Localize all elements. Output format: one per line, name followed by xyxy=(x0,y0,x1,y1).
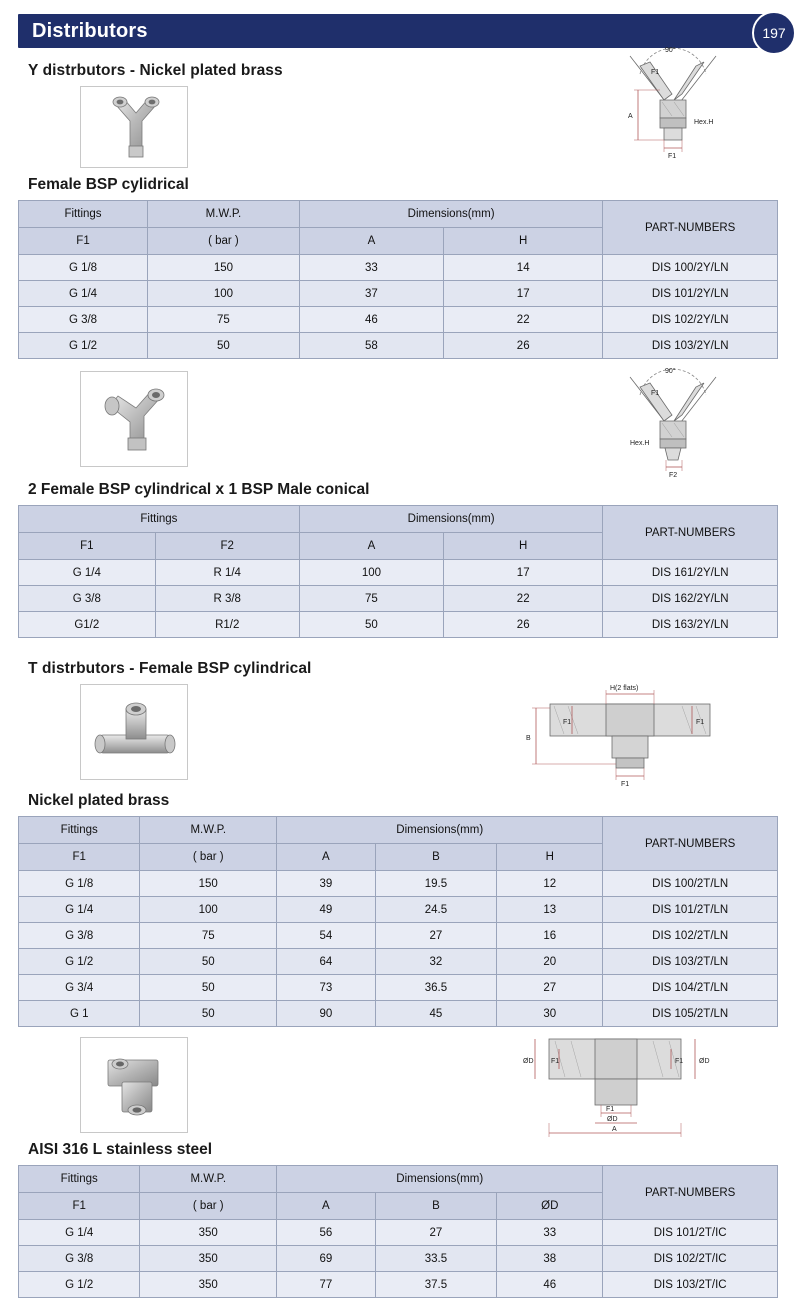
cell-part: DIS 163/2Y/LN xyxy=(603,612,778,638)
subheading-2female-1male: 2 Female BSP cylindrical x 1 BSP Male conical xyxy=(28,481,370,498)
th-bar: ( bar ) xyxy=(140,1193,277,1220)
cell-f2: R 3/8 xyxy=(155,586,299,612)
y-female-drawing-svg xyxy=(568,44,778,169)
t-drawing-svg xyxy=(510,678,760,788)
table-row xyxy=(19,307,778,333)
cell-h: 12 xyxy=(497,871,603,897)
th-dim-a: A xyxy=(299,533,443,560)
cell-mwp: 350 xyxy=(140,1246,277,1272)
page-title: Distributors xyxy=(32,19,148,42)
cell-part: DIS 101/2Y/LN xyxy=(603,281,778,307)
table-t-stainless xyxy=(18,1165,778,1298)
cell-part: DIS 102/2T/IC xyxy=(603,1246,778,1272)
table-y-mixed xyxy=(18,505,778,638)
cell-a: 77 xyxy=(277,1272,376,1298)
drawing-label-f1-bottom: F1 xyxy=(606,1106,615,1113)
cell-part: DIS 102/2Y/LN xyxy=(603,307,778,333)
cell-part: DIS 101/2T/IC xyxy=(603,1220,778,1246)
cell-a: 75 xyxy=(299,586,443,612)
cell-a: 37 xyxy=(299,281,443,307)
drawing-label-a: A xyxy=(612,1126,617,1133)
y-mixed-photo-svg xyxy=(86,376,182,462)
table-t-nickel xyxy=(18,816,778,1027)
cell-f1: G 1/4 xyxy=(19,560,156,586)
table-row xyxy=(19,560,778,586)
cell-f1: G 1/2 xyxy=(19,333,148,359)
drawing-label-f1-bottom: F1 xyxy=(621,781,630,788)
drawing-label-f1-top: F1 xyxy=(651,69,660,76)
product-photo-y-distributor xyxy=(80,86,188,168)
th-dim-a: A xyxy=(299,228,443,255)
drawing-label-f2: F2 xyxy=(669,472,678,479)
page-header xyxy=(18,14,782,48)
drawing-label-od-right: ØD xyxy=(699,1058,710,1065)
cell-od: 38 xyxy=(497,1246,603,1272)
subheading-nickel-plated-brass: Nickel plated brass xyxy=(28,792,170,809)
cell-h: 26 xyxy=(444,612,603,638)
cell-b: 32 xyxy=(375,949,496,975)
cell-f2: R1/2 xyxy=(155,612,299,638)
drawing-label-hex-h: Hex.H xyxy=(630,440,650,447)
th-dim-h: H xyxy=(444,533,603,560)
technical-drawing-y-female xyxy=(568,44,778,174)
cell-b: 27 xyxy=(375,1220,496,1246)
cell-f1: G 1/8 xyxy=(19,255,148,281)
th-f1: F1 xyxy=(19,1193,140,1220)
drawing-label-angle: 90° xyxy=(665,368,676,375)
cell-mwp: 100 xyxy=(140,897,277,923)
cell-a: 46 xyxy=(299,307,443,333)
technical-drawing-y-mixed xyxy=(568,361,778,486)
cell-part: DIS 161/2Y/LN xyxy=(603,560,778,586)
cell-a: 49 xyxy=(277,897,376,923)
table-row xyxy=(19,1272,778,1298)
cell-f2: R 1/4 xyxy=(155,560,299,586)
table-row xyxy=(19,975,778,1001)
table-body-y-mixed xyxy=(19,560,778,638)
th-dim-a: A xyxy=(277,844,376,871)
cell-od: 33 xyxy=(497,1220,603,1246)
cell-part: DIS 104/2T/LN xyxy=(603,975,778,1001)
y-fitting-photo-svg xyxy=(86,91,182,163)
cell-a: 54 xyxy=(277,923,376,949)
cell-mwp: 350 xyxy=(140,1272,277,1298)
drawing-label-a: A xyxy=(628,113,633,120)
cell-a: 50 xyxy=(299,612,443,638)
cell-od: 46 xyxy=(497,1272,603,1298)
catalog-page xyxy=(0,14,800,1291)
cell-mwp: 75 xyxy=(140,923,277,949)
cell-h: 20 xyxy=(497,949,603,975)
th-fittings: Fittings xyxy=(19,1166,140,1193)
th-mwp: M.W.P. xyxy=(148,201,300,228)
cell-part: DIS 103/2T/LN xyxy=(603,949,778,975)
cell-b: 27 xyxy=(375,923,496,949)
cell-a: 56 xyxy=(277,1220,376,1246)
cell-mwp: 150 xyxy=(148,255,300,281)
cell-mwp: 150 xyxy=(140,871,277,897)
th-bar: ( bar ) xyxy=(140,844,277,871)
product-photo-t-stainless xyxy=(80,1037,188,1133)
cell-part: DIS 100/2T/LN xyxy=(603,871,778,897)
drawing-label-f1-left: F1 xyxy=(563,719,572,726)
cell-b: 24.5 xyxy=(375,897,496,923)
table-body-t-stainless xyxy=(19,1220,778,1298)
drawing-label-f1-right: F1 xyxy=(696,719,705,726)
cell-f1: G 1/2 xyxy=(19,949,140,975)
cell-mwp: 50 xyxy=(140,1001,277,1027)
cell-f1: G 3/8 xyxy=(19,1246,140,1272)
th-bar: ( bar ) xyxy=(148,228,300,255)
t-stainless-drawing-svg xyxy=(515,1019,715,1139)
table-y-female-bsp xyxy=(18,200,778,359)
technical-drawing-t-nickel xyxy=(510,678,760,793)
cell-a: 58 xyxy=(299,333,443,359)
product-row-t-stainless xyxy=(0,1037,800,1133)
th-f1: F1 xyxy=(19,844,140,871)
cell-h: 16 xyxy=(497,923,603,949)
th-dim-b: B xyxy=(375,1193,496,1220)
cell-h: 26 xyxy=(444,333,603,359)
cell-mwp: 50 xyxy=(140,949,277,975)
drawing-label-f1: F1 xyxy=(651,390,660,397)
th-f1: F1 xyxy=(19,228,148,255)
th-dimensions: Dimensions(mm) xyxy=(277,817,603,844)
subheading-aisi-316l: AISI 316 L stainless steel xyxy=(28,1141,213,1158)
cell-b: 37.5 xyxy=(375,1272,496,1298)
drawing-label-h-flats: H(2 flats) xyxy=(610,685,639,692)
th-part-numbers: PART-NUMBERS xyxy=(603,201,778,255)
cell-f1: G 1/8 xyxy=(19,871,140,897)
th-dim-od: ØD xyxy=(497,1193,603,1220)
cell-part: DIS 100/2Y/LN xyxy=(603,255,778,281)
drawing-label-f1-left: F1 xyxy=(551,1058,560,1065)
product-photo-y-mixed xyxy=(80,371,188,467)
drawing-label-f1-bottom: F1 xyxy=(668,153,677,160)
t-stainless-photo-svg xyxy=(84,1042,184,1128)
drawing-label-od-bottom: ØD xyxy=(607,1116,618,1123)
drawing-label-od-left: ØD xyxy=(523,1058,534,1065)
cell-a: 69 xyxy=(277,1246,376,1272)
cell-mwp: 350 xyxy=(140,1220,277,1246)
drawing-label-hex-h: Hex.H xyxy=(694,119,714,126)
t-fitting-photo-svg xyxy=(84,689,184,775)
table-row xyxy=(19,255,778,281)
drawing-label-b: B xyxy=(526,735,531,742)
cell-f1: G 1 xyxy=(19,1001,140,1027)
cell-f1: G1/2 xyxy=(19,612,156,638)
technical-drawing-t-stainless xyxy=(515,1019,715,1144)
cell-a: 64 xyxy=(277,949,376,975)
th-dimensions: Dimensions(mm) xyxy=(299,506,603,533)
th-dim-b: B xyxy=(375,844,496,871)
product-photo-t-distributor xyxy=(80,684,188,780)
th-dim-h: H xyxy=(444,228,603,255)
cell-h: 30 xyxy=(497,1001,603,1027)
th-mwp: M.W.P. xyxy=(140,817,277,844)
cell-part: DIS 101/2T/LN xyxy=(603,897,778,923)
th-f1: F1 xyxy=(19,533,156,560)
cell-a: 73 xyxy=(277,975,376,1001)
th-part-numbers: PART-NUMBERS xyxy=(603,1166,778,1220)
cell-f1: G 3/8 xyxy=(19,586,156,612)
cell-a: 39 xyxy=(277,871,376,897)
product-row-t-nickel xyxy=(0,684,800,788)
table-body-y-female xyxy=(19,255,778,359)
th-dimensions: Dimensions(mm) xyxy=(277,1166,603,1193)
cell-f1: G 1/4 xyxy=(19,281,148,307)
cell-h: 17 xyxy=(444,281,603,307)
cell-part: DIS 162/2Y/LN xyxy=(603,586,778,612)
page-number-badge: 197 xyxy=(752,11,796,55)
cell-h: 17 xyxy=(444,560,603,586)
cell-f1: G 3/8 xyxy=(19,923,140,949)
cell-f1: G 1/4 xyxy=(19,897,140,923)
th-dimensions: Dimensions(mm) xyxy=(299,201,603,228)
table-row xyxy=(19,1246,778,1272)
table-row xyxy=(19,871,778,897)
th-dim-a: A xyxy=(277,1193,376,1220)
cell-h: 22 xyxy=(444,307,603,333)
th-fittings: Fittings xyxy=(19,506,300,533)
table-row xyxy=(19,897,778,923)
cell-a: 90 xyxy=(277,1001,376,1027)
subheading-female-bsp-cylindrical: Female BSP cylidrical xyxy=(28,176,189,193)
drawing-label-angle: 90° xyxy=(665,47,676,54)
drawing-label-f1-right: F1 xyxy=(675,1058,684,1065)
cell-h: 27 xyxy=(497,975,603,1001)
th-part-numbers: PART-NUMBERS xyxy=(603,817,778,871)
table-row xyxy=(19,612,778,638)
cell-b: 45 xyxy=(375,1001,496,1027)
table-row xyxy=(19,333,778,359)
cell-h: 14 xyxy=(444,255,603,281)
cell-mwp: 50 xyxy=(140,975,277,1001)
cell-part: DIS 105/2T/LN xyxy=(603,1001,778,1027)
cell-b: 33.5 xyxy=(375,1246,496,1272)
table-row xyxy=(19,281,778,307)
table-row xyxy=(19,949,778,975)
cell-mwp: 100 xyxy=(148,281,300,307)
section-heading-y-distributors: Y distrbutors - Nickel plated brass xyxy=(28,62,283,79)
th-f2: F2 xyxy=(155,533,299,560)
th-fittings: Fittings xyxy=(19,201,148,228)
cell-a: 33 xyxy=(299,255,443,281)
cell-mwp: 75 xyxy=(148,307,300,333)
cell-f1: G 1/4 xyxy=(19,1220,140,1246)
th-mwp: M.W.P. xyxy=(140,1166,277,1193)
section-heading-t-distributors: T distrbutors - Female BSP cylindrical xyxy=(28,660,312,677)
cell-b: 36.5 xyxy=(375,975,496,1001)
cell-h: 13 xyxy=(497,897,603,923)
cell-part: DIS 103/2Y/LN xyxy=(603,333,778,359)
th-fittings: Fittings xyxy=(19,817,140,844)
cell-f1: G 1/2 xyxy=(19,1272,140,1298)
cell-f1: G 3/8 xyxy=(19,307,148,333)
table-body-t-nickel xyxy=(19,871,778,1027)
cell-part: DIS 102/2T/LN xyxy=(603,923,778,949)
y-mixed-drawing-svg xyxy=(568,361,778,481)
th-dim-h: H xyxy=(497,844,603,871)
product-row-y-mixed xyxy=(0,368,800,479)
cell-part: DIS 103/2T/IC xyxy=(603,1272,778,1298)
cell-mwp: 50 xyxy=(148,333,300,359)
table-row xyxy=(19,1220,778,1246)
cell-a: 100 xyxy=(299,560,443,586)
table-row xyxy=(19,586,778,612)
cell-h: 22 xyxy=(444,586,603,612)
cell-b: 19.5 xyxy=(375,871,496,897)
cell-f1: G 3/4 xyxy=(19,975,140,1001)
th-part-numbers: PART-NUMBERS xyxy=(603,506,778,560)
table-row xyxy=(19,923,778,949)
